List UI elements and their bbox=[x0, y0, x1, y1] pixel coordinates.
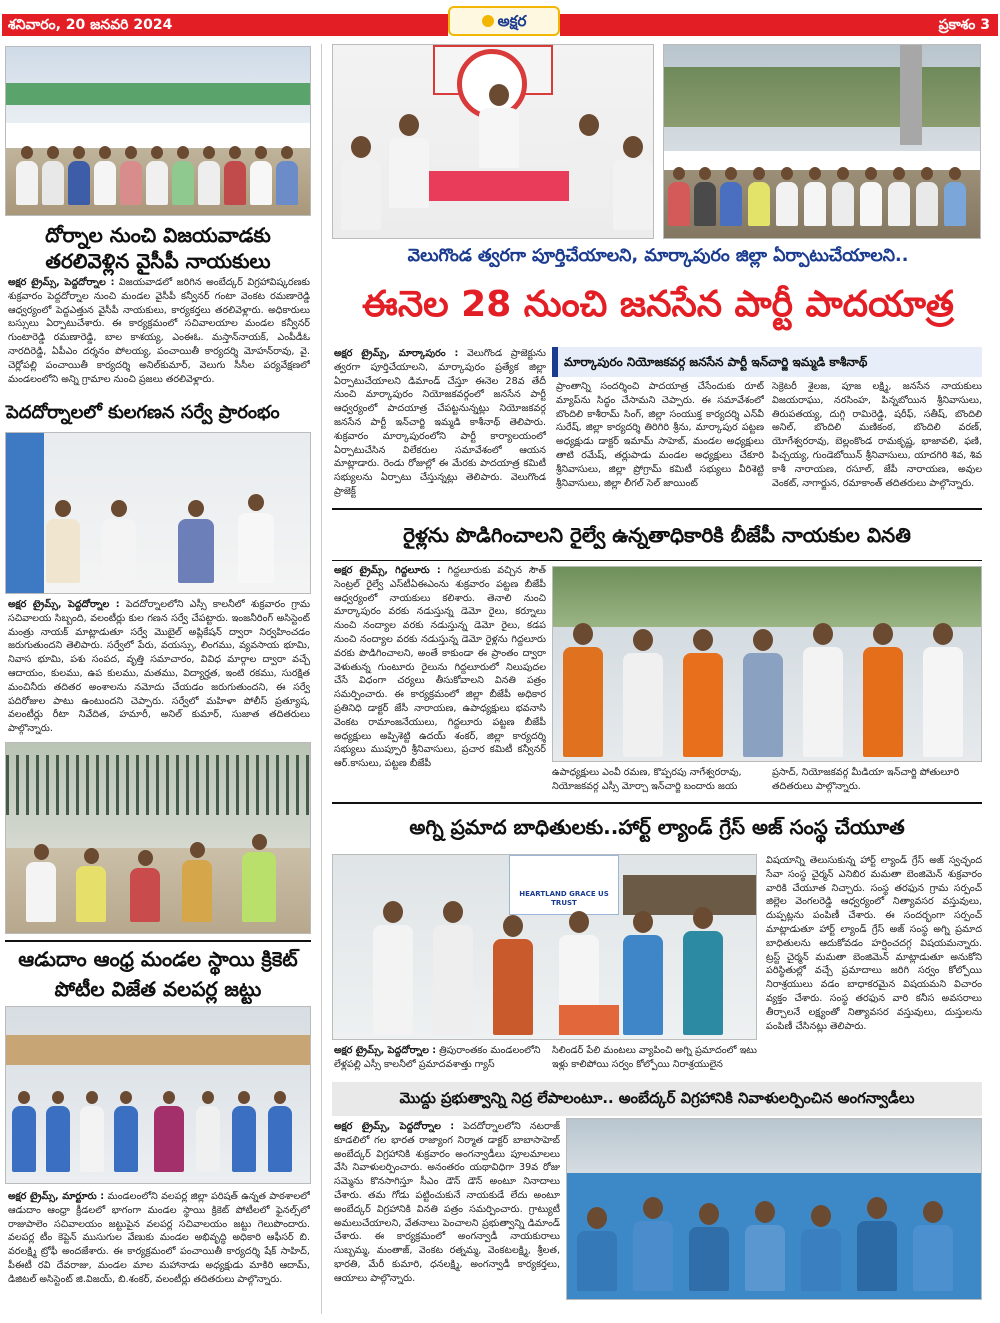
anganwadi-body bbox=[334, 1120, 560, 1318]
dornala-dateline: అక్షర ట్రైమ్స్, పెద్దదోర్నాల : bbox=[8, 277, 115, 288]
photo-bjp-railway-meeting bbox=[552, 566, 982, 762]
anganwadi-headline: మొద్దు ప్రభుత్వాన్ని నిద్ర లేపాలంటూ.. అంబేద్కర్ విగ్రహానికి నివాళులర్పించిన అంగన్వాడీలు bbox=[399, 1090, 915, 1107]
cricket-headline: ఆడుదాం ఆంధ్ర మండల స్థాయి క్రికెట్ పోటీల విజేత వలపర్ల జట్టు bbox=[18, 947, 298, 1001]
photo-janasena-group bbox=[663, 44, 981, 239]
janasena-text-col3: సెక్రెటరీ శైలజ, పూజ లక్ష్మి, జనసేన నాయకులు విజయరాఘు, నరసింహ, పిన్నబోయిన శ్రీనివాసులు, తిరుపతయ్య, దుగ్గి రామిరెడ్డి, షరీఫ్, సతీష్, బొందిలి అనిల్, బొందిలి మణికంఠ, బొందిలి వరణ్, యోగేశ్వరరావు, బెల్లంకొండ రామకృష్ణ, భాజావలి, ఫణి, పిచ్చయ్య, గుండెబోయిన్ శ్రీనివాసులు, యాదగిరి శివ, శివ కాశీ నారాయణ, రసూల్, జేపీ నారాయణ, అవుల వెంకట్, నాగార్జున, రమాకాంత్ తదితరులు పాల్గొన్నారు. bbox=[772, 381, 982, 489]
cricket-text: మండలంలోని వలపర్ల జిల్లా పరిషత్ ఉన్నత పాఠశాలలో ఆడుదాం ఆంధ్రా క్రీడలలో భాగంగా మండల స్థాయి క్రికెట్ పోటీలలో ఫైనల్స్‌లో రాజుపాలెం సచివాలయం జట్టుపైన వలపర్ల సచివాలయం జట్టు గెలుపొందారు. వలపర్ల టీం కెప్టెన్ ముసుగుల వేణుకు మండల అభివృద్ధి అధికారి ఆఫీసర్ బి. వరలక్ష్మి ట్రోఫీ అందజేశారు. ఈ కార్యక్రమంలో పంచాయితీ కార్యదర్శి షేక్ సాహిద్, పీఈటీ రవి దేవరాజు, మండల మాల మహానాడు అధ్యక్షుడు మాకిరి ఆదామ్, డిజిటల్ అసిస్టెంట్ జి.విజయ్, బి.శంకర్, వలంటీర్లు తదితరులు పాల్గొన్నారు. bbox=[8, 1191, 310, 1285]
newspaper-logo bbox=[448, 6, 560, 36]
janasena-body-col1 bbox=[334, 347, 546, 501]
survey-dateline: అక్షర ట్రైమ్స్, పెద్దదోర్నాల : bbox=[8, 599, 120, 610]
anganwadi-dateline: అక్షర ట్రైమ్స్, పెద్దదోర్నాల : bbox=[334, 1121, 455, 1132]
fire-text: విషయాన్ని తెలుసుకున్న హార్ట్ ల్యాండ్ గ్రేస్ అజ్ స్వచ్ఛంద సేవా సంస్థ చైర్మన్ ఎనిబిర మమతా బెంజిమెన్ శుక్రవారం వారికి చేయూత నిచ్చారు. సంస్థ తరఫున గ్రామ సర్పంచ్ జిల్లెల వెంగలరెడ్డి ఆధ్వర్యంలో నిత్యావసర వస్తువులు, దుప్పట్లను పంపిణీ చేశారు. ఈ సందర్భంగా సర్పంచ్ మాట్లాడుతూ హార్ట్ ల్యాండ్ గ్రేస్ అజ్ సంస్థ అగ్ని ప్రమాద బాధితులను ఆదుకోవడం హర్షించదగ్గ విషయమన్నారు. ట్రస్ట్ చైర్మన్ మమతా బెంజిమెన్ మాట్లాడుతూ అనుకోని పరిస్థితుల్లో వచ్చే ప్రమాదాలు జరిగి సర్వం కోల్పోయి నిరాశ్రయులు వడం బాధాకరమైన విషయమని విచారం వ్యక్తం చేశారు. సంస్థ తరఫున వారి కనీస అవసరాలు తీర్చాలనే లక్ష్యంతో నిత్యావసర వస్తువులు, దుస్తులను పంపిణీ చేసినట్లు తెలిపారు. bbox=[766, 855, 982, 1032]
janasena-dateline: అక్షర ట్రైమ్స్, మార్కాపురం : bbox=[334, 348, 459, 359]
photo-cricket-team bbox=[5, 1006, 311, 1184]
bjp-caption-b: ప్రసాద్, నియోజకవర్గ మీడియా ఇన్‌చార్జి పోతులూరి తదితరులు పాల్గొన్నారు. bbox=[772, 767, 960, 792]
janasena-headline: ఈనెల 28 నుంచి జనసేన పార్టీ పాదయాత్ర bbox=[362, 284, 954, 325]
dornala-headline: దోర్నాల నుంచి విజయవాడకు తరలివెళ్లిన వైసీపీ నాయకులు bbox=[45, 223, 271, 273]
bjp-dateline: అక్షర ట్రైమ్స్, గిద్దలూరు : bbox=[334, 565, 441, 576]
survey-headline: పెదదోర్నాలలో కులగణన సర్వే ప్రారంభం bbox=[6, 402, 280, 423]
photo-survey-colony bbox=[5, 742, 311, 934]
heartland-banner-text: HEARTLAND GRACE US TRUST bbox=[519, 890, 609, 907]
fire-dateline: అక్షర ట్రైమ్స్, పెద్దదోర్నాల : bbox=[334, 1045, 437, 1056]
masthead bbox=[0, 0, 1000, 38]
column-gutter-line bbox=[321, 44, 322, 1314]
bjp-divider bbox=[332, 560, 982, 561]
issue-date: శనివారం, 20 జనవరి 2024 bbox=[2, 14, 448, 36]
janasena-body-col3 bbox=[772, 380, 982, 502]
janasena-badge-text: మార్కాపురం నియోజకవర్గ జనసేన పార్టీ ఇన్‌చార్జి ఇమ్మడి కాశీనాథ్ bbox=[564, 355, 868, 369]
section-page-label: ప్రకాశం 3 bbox=[560, 14, 998, 36]
dornala-text: విజయవాడలో జరిగిన అంబేద్కర్ విగ్రహావిష్కరణకు శుక్రవారం పెద్దదోర్నాల నుంచి మండల వైసీపీ కన్వీనర్ గంటా వెంకట రమణారెడ్డి ఆధ్వర్యంలో పెద్దఎత్తున వైసీపీ నాయకులు, కార్యకర్తలు తరలివెళ్లారు. అధికారులు బస్సులు ఏర్పాటుచేశారు. ఈ కార్యక్రమంలో సచివాలయాల మండల కన్వీనర్ గుంటారెడ్డి రమణారెడ్డి, బాల కాశయ్య, ఎంఈఓ. మస్తాన్‌నాయక్, ఎంపీడీఓ నారదిరెడ్డి, ఏపీఎం దర్శనం పోలయ్య, పంచాయితీ కార్యదర్శి మోహన్‌రావు, వై. చెర్లోపల్లి పంచాయితీ కార్యదర్శి అనిల్‌కుమార్, వెలుగు సీసీల పర్యవేక్షణలో మండలంలోని అన్ని గ్రామాల నుంచి ప్రజలు తరలివెళ్లారు. bbox=[8, 277, 310, 385]
bjp-text: గిద్దలూరుకు వచ్చిన సౌత్ సెంట్రల్ రైల్వే ఎస్‌టీఏఈఎంను శుక్రవారం పట్టణ బీజేపీ ఆధ్వర్యంలో నాయకులు కలిశారు. తెనాలి నుంచి మార్కాపురం వరకు నడుస్తున్న డెమో రైలు, కర్నూలు నుంచి నంద్యాల వరకు నడుస్తున్న డెమో రైలు, కడప నుంచి నంద్యాల వరకు నడుస్తున్న డెమో రైళ్లను గిద్దలూరు వరకు పొడిగించాలని, అంతే కాకుండా ఈ ప్రాంతం ద్వారా వెళుతున్న గుంటూరు రైలును గిద్దలూరులో నిలుపుదల చేసే విధంగా చర్యలు తీసుకోవాలని వినతి పత్రం సమర్పించారు. ఈ కార్యక్రమంలో జిల్లా బీజేపీ అధికార ప్రతినిధి డాక్టర్ జేసీ నారాయణ, ఉపాధ్యక్షులు భవనాసి వెంకట రామాంజనేయులు, గిద్దలూరు పట్టణ బీజేపీ అధ్యక్షులు అప్పిశెట్టి ఉదయ్ శంకర్, జిల్లా కార్యదర్శి సభ్యులు ముప్పూరి శ్రీనివాసులు, ప్రచార కమిటీ కన్వీనర్ ఆర్.కాసులు, పట్టణ బీజేపీ bbox=[334, 565, 546, 770]
janasena-subheadline: వెలుగొండ త్వరగా పూర్తిచేయాలని, మార్కాపురం జిల్లా ఏర్పాటుచేయాలని.. bbox=[407, 246, 909, 266]
logo-text: అక్షర bbox=[497, 12, 527, 30]
janasena-divider bbox=[332, 508, 982, 510]
survey-body bbox=[8, 598, 310, 736]
janasena-text-col1: వెలుగొండ ప్రాజెక్టును త్వరగా పూర్తిచేయాలని, మార్కాపురం ప్రత్యేక జిల్లా ఏర్పాటుచేయాలని డిమాండ్ చేస్తూ ఈనెల 28వ తేదీ నుంచి మార్కాపురం నియోజకవర్గంలో జనసేన పార్టీ ఆధ్వర్యంలో పాదయాత్ర చేపట్టనున్నట్లు నియోజకవర్గ జనసేన పార్టీ ఇన్‌చార్జి ఇమ్మడి కాశీనాథ్ తెలిపారు. శుక్రవారం మార్కాపురంలోని పార్టీ కార్యాలయంలో ఏర్పాటుచేసిన విలేకరుల సమావేశంలో ఆయన మాట్లాడారు. రెండు రోజుల్లో ఈ మేరకు పాదయాత్ర కమిటీ సభ్యులను ఏర్పాటు చేస్తున్నట్లు తెలిపారు. వెలుగొండ ప్రాజెక్ట్ bbox=[334, 348, 546, 497]
survey-text: పెదదోర్నాలలోని ఎస్సీ కాలనీలో శుక్రవారం గ్రామ సచివాలయ సిబ్బంది, వలంటీర్లు కుల గణన సర్వే చేపట్టారు. ఇంజనీరింగ్ అసిస్టెంట్ మంత్రు నాయక్ మాట్లాడుతూ సర్వే మొబైల్ అప్లికేషన్ ద్వారా నిర్వహించడం జరుగుతుందని తెలిపారు. సర్వేలో పేరు, వయస్సు, లింగము, వ్యవసాయ భూమి, నివాస భూమి, పశు సంపద, వృత్తి సమాచారం, వివిధ మార్గాల ద్వారా వచ్చే ఆదాయం, కులము, ఉప కులము, మతము, విద్యార్హత, ఇంటి రకము, సురక్షిత మంచినీరు తదితర అంశాలను నమోదు చేయడం జరుగుతుందని, ఈ సర్వే పదిరోజుల పాటు ఉంటుందని చెప్పారు. సర్వేలో మహిళా పోలీస్ ప్రత్యూష, వలంటీర్లు రీటా నివేదిత, హమారీ, అనిల్ కుమార్, సుజాత తదితరులు పాల్గొన్నారు. bbox=[8, 599, 310, 735]
fire-caption-b: సిలిండర్ పేలి మంటలు వ్యాపించి అగ్ని ప్రమాదంలో ఇటు ఇళ్లు కాలిపోయి సర్వం కోల్పోయి నిరాశ్రయులైన bbox=[552, 1045, 757, 1070]
photo-anganwadi-protest bbox=[566, 1118, 982, 1300]
bjp-caption-a: ఉపాధ్యక్షులు ఎంవీ రమణ, కొప్పరపు నాగేశ్వరరావు, నియోజకవర్గ ఎస్సీ మోర్చా ఇన్‌చార్జి బందారు జయ bbox=[552, 767, 742, 792]
fire-body bbox=[766, 854, 982, 1076]
fire-caption-a-text: త్రిపురాంతకం మండలంలోని లేళ్లపల్లి ఎస్సీ కాలనీలో ప్రమాదవశాత్తు గ్యాస్ bbox=[334, 1045, 541, 1070]
bjp-headline: రైళ్లను పొడిగించాలని రైల్వే ఉన్నతాధికారికి బీజేపీ నాయకుల వినతి bbox=[403, 523, 911, 547]
anganwadi-headline-band bbox=[332, 1082, 982, 1116]
logo-mark-icon bbox=[482, 15, 494, 27]
photo-ycp-leaders-buses bbox=[5, 46, 311, 216]
photo-fire-relief bbox=[332, 854, 757, 1040]
janasena-body-col2 bbox=[556, 380, 764, 502]
photo-caste-survey bbox=[5, 432, 311, 594]
photo-janasena-meeting bbox=[332, 44, 654, 239]
anganwadi-text: పెదదోర్నాలలోని నటరాజ్ కూడలిలో గల భారత రాజ్యాంగ నిర్మాత డాక్టర్ బాబాసాహెబ్ అంబేద్కర్ విగ్రహానికి శుక్రవారం అంగన్వాడీలు పూలమాలలు వేసి నివాళులర్పించారు. అనంతరం యథావిధిగా 39వ రోజు సమ్మెను కొనసాగిస్తూ సీఎం డౌన్ డౌన్ అంటూ నినాదాలు చేశారు. తమ గోడు పట్టించుకునే నాయకుడే లేదు అంటూ అంబేద్కర్ విగ్రహానికి వినతి పత్రం సమర్పించారు. గ్రాట్యుటీ అమలుచేయాలని, వేతనాలు పెంచాలని ప్రభుత్వాన్ని డిమాండ్ చేశారు. ఈ కార్యక్రమంలో అంగన్వాడీ నాయకురాలు సుబ్బమ్మ, మంతాజ్, వెంకట రత్నమ్మ, వెంకటలక్ష్మి, శ్రీలత, భారతి, మేరీ కుమారి, ధనలక్ష్మి, అంగన్వాడీ కార్యకర్తలు, ఆయాలు పాల్గొన్నారు. bbox=[334, 1121, 560, 1284]
cricket-dateline: అక్షర ట్రైమ్స్, మార్టూరు : bbox=[8, 1191, 105, 1202]
cricket-body bbox=[8, 1190, 310, 1318]
janasena-incharge-badge bbox=[552, 347, 982, 377]
janasena-text-col2: ప్రాంతాన్ని సందర్శించి పాదయాత్ర చేసేందుకు రూట్ మ్యాప్‌ను సిద్ధం చేసామని చెప్పారు. ఈ సమావేశంలో బొందిలి కాశీరామ్ సింగ్, జిల్లా సంయుక్త కార్యదర్శి ఎన్‌వీ సురేష్, జిల్లా కార్యదర్శి తిరిగిరి శ్రీను, మార్కాపుర పట్టణ అధ్యక్షుడు డాక్టర్ ఇమామ్ సాహెబ్, మండల అధ్యక్షులు తాటి రమేష్, తర్లుపాడు మండల అధ్యక్షులు చేకూరి శ్రీనివాసులు, జిల్లా ప్రోగ్రామ్ కమిటీ సభ్యులు వీరిశెట్టి శ్రీనివాసులు, జిల్లా లీగల్ సెల్ జాయింట్ bbox=[556, 381, 764, 489]
fire-caption-a bbox=[334, 1044, 544, 1076]
fire-headline: అగ్ని ప్రమాద బాధితులకు..హార్ట్ ల్యాండ్ గ్రేస్ అజ్ సంస్థ చేయూత bbox=[409, 815, 905, 839]
left-divider-1 bbox=[5, 940, 311, 942]
bjp-body bbox=[334, 564, 546, 818]
